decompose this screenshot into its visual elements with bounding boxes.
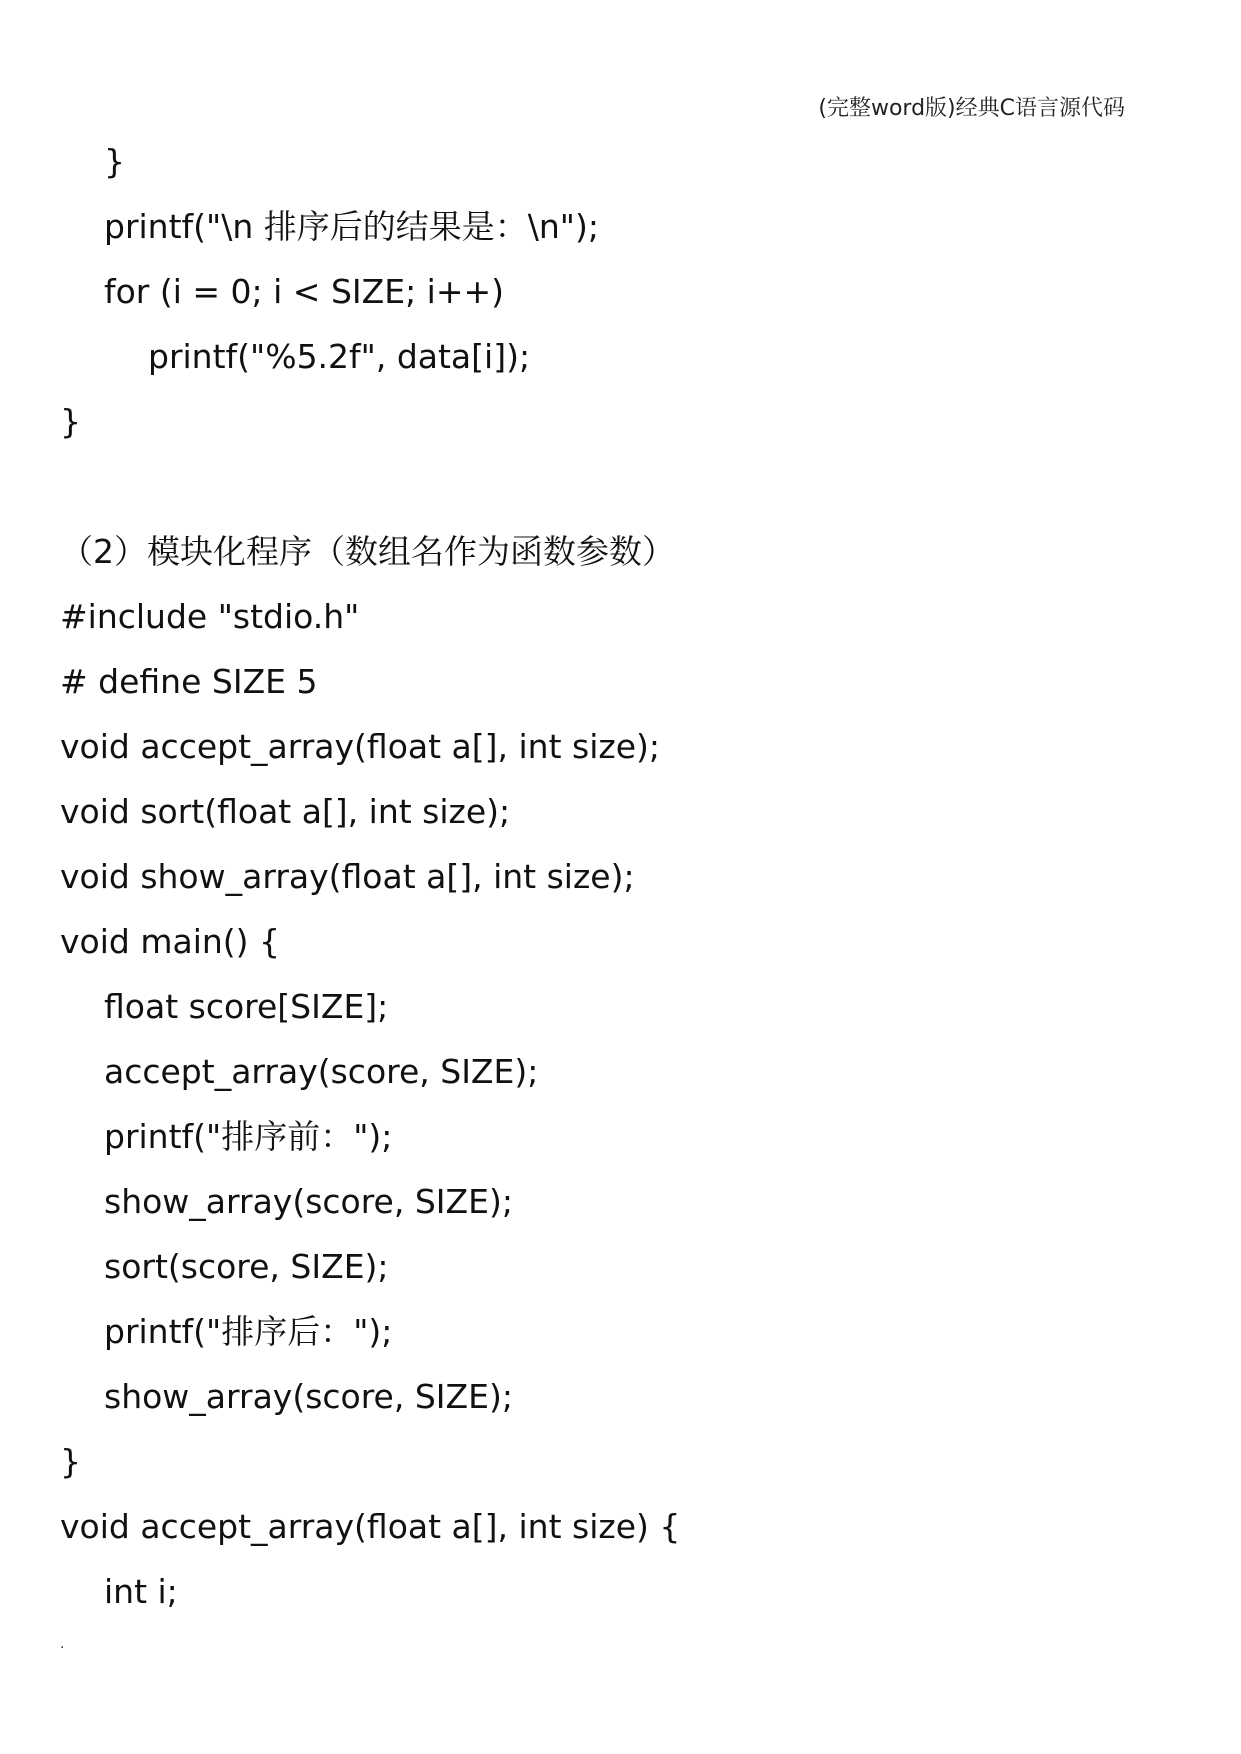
code-line: accept_array(score, SIZE); bbox=[104, 1052, 539, 1091]
code-main-section bbox=[60, 593, 1160, 1633]
code-line: show_array(score, SIZE); bbox=[104, 1377, 513, 1416]
page-header-title: (完整word版)经典C语言源代码 bbox=[818, 96, 1125, 121]
code-line: sort(score, SIZE); bbox=[104, 1247, 389, 1286]
code-line: void main() { bbox=[60, 922, 281, 961]
code-top-section bbox=[60, 138, 1160, 463]
code-line: void sort(float a[], int size); bbox=[60, 792, 511, 831]
code-line: } bbox=[60, 402, 81, 441]
code-line: float score[SIZE]; bbox=[104, 987, 389, 1026]
section-title: （2）模块化程序（数组名作为函数参数） bbox=[60, 532, 675, 571]
code-line: printf("排序后："); bbox=[104, 1312, 393, 1351]
code-line: void show_array(float a[], int size); bbox=[60, 857, 635, 896]
blank-line bbox=[60, 463, 1160, 528]
page-marker-dot: . bbox=[60, 1636, 65, 1652]
code-line: } bbox=[104, 142, 125, 181]
code-line: printf("排序前："); bbox=[104, 1117, 393, 1156]
code-line: void accept_array(float a[], int size) { bbox=[60, 1507, 681, 1546]
code-line: printf("%5.2f", data[i]); bbox=[148, 337, 531, 376]
code-line: #include "stdio.h" bbox=[60, 597, 360, 636]
code-line: for (i = 0; i < SIZE; i++) bbox=[104, 272, 505, 311]
code-line: # define SIZE 5 bbox=[60, 662, 318, 701]
code-line: show_array(score, SIZE); bbox=[104, 1182, 513, 1221]
code-block bbox=[60, 138, 1160, 1633]
code-line: } bbox=[60, 1442, 81, 1481]
code-line: printf("\n 排序后的结果是：\n"); bbox=[104, 207, 599, 246]
code-line: void accept_array(float a[], int size); bbox=[60, 727, 660, 766]
code-line: int i; bbox=[104, 1572, 178, 1611]
